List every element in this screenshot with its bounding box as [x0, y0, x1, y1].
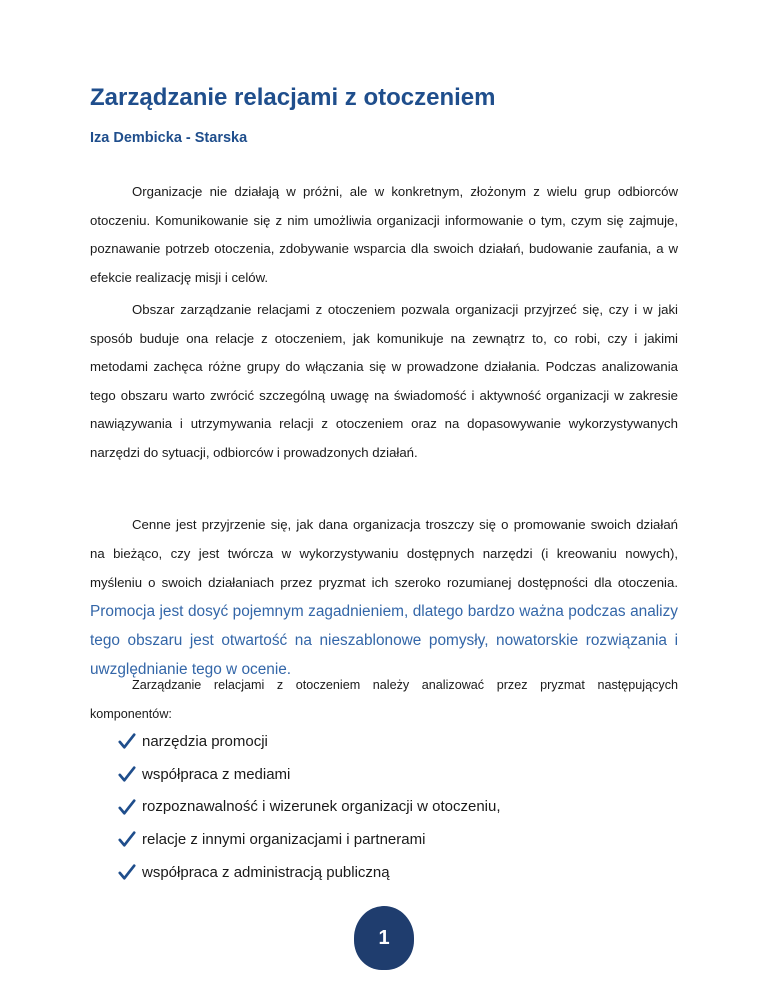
- components-list: [118, 725, 501, 888]
- paragraph-text: Obszar zarządzanie relacjami z otoczeniem pozwala organizacji przyjrzeć się, czy i w jaki sposób buduje ona relacje z otoczeniem, jak komunikuje na zewnątrz to, co robi, czy i jakimi metodami zachęca różne grupy do włączania się w prowadzone działania. Podczas analizowania tego obszaru warto zwrócić szczególną uwagę na świadomość i aktywność organizacji w zakresie nawiązywania i utrzymywania relacji z otoczeniem oraz na dopasowywanie wykorzystywanych narzędzi do sytuacji, odbiorców i prowadzonych działań.: [90, 302, 678, 460]
- list-item: [118, 823, 501, 856]
- list-item-label: współpraca z mediami: [142, 765, 291, 783]
- document-title: Zarządzanie relacjami z otoczeniem: [90, 84, 496, 111]
- checkmark-icon: [118, 863, 136, 881]
- paragraph-intro: [90, 178, 678, 292]
- list-item: [118, 790, 501, 823]
- list-item: [118, 725, 501, 758]
- list-item-label: relacje z innymi organizacjami i partnerami: [142, 830, 426, 848]
- page-number-badge: 1: [354, 906, 414, 970]
- checkmark-icon: [118, 830, 136, 848]
- list-item-label: współpraca z administracją publiczną: [142, 863, 390, 881]
- paragraph-promotion: [90, 510, 678, 684]
- list-item-label: narzędzia promocji: [142, 732, 268, 750]
- checkmark-icon: [118, 732, 136, 750]
- paragraph-text: Cenne jest przyjrzenie się, jak dana organizacja troszczy się o promowanie swoich działań na bieżąco, czy jest twórcza w wykorzystywaniu dostępnych narzędzi (i kreowaniu nowych), myśleniu o swoich działaniach przez pryzmat ich szeroko rozumianej dostępności dla otoczenia.: [90, 517, 678, 590]
- paragraph-text: Organizacje nie działają w próżni, ale w konkretnym, złożonym z wielu grup odbiorców otoczeniu. Komunikowanie się z nim umożliwia organizacji informowanie o tym, czym się zajmuje, poznawanie potrzeb otoczenia, zdobywanie wsparcia dla swoich działań, budowanie zaufania, a w efekcie realizację misji i celów.: [90, 184, 678, 285]
- list-item-label: rozpoznawalność i wizerunek organizacji w otoczeniu,: [142, 798, 501, 816]
- paragraph-text: Zarządzanie relacjami z otoczeniem należy analizować przez pryzmat następujących komponentów:: [90, 678, 678, 721]
- paragraph-area: [90, 296, 678, 467]
- author-name: Iza Dembicka - Starska: [90, 130, 248, 146]
- highlighted-text: Promocja jest dosyć pojemnym zagadnieniem, dlatego bardzo ważna podczas analizy tego obszaru jest otwartość na nieszablonowe pomysły, nowatorskie rozwiązania i uwzględnianie tego w ocenie.: [90, 603, 678, 678]
- checkmark-icon: [118, 765, 136, 783]
- list-item: [118, 758, 501, 791]
- checkmark-icon: [118, 798, 136, 816]
- list-item: [118, 856, 501, 889]
- paragraph-components-intro: [90, 671, 678, 729]
